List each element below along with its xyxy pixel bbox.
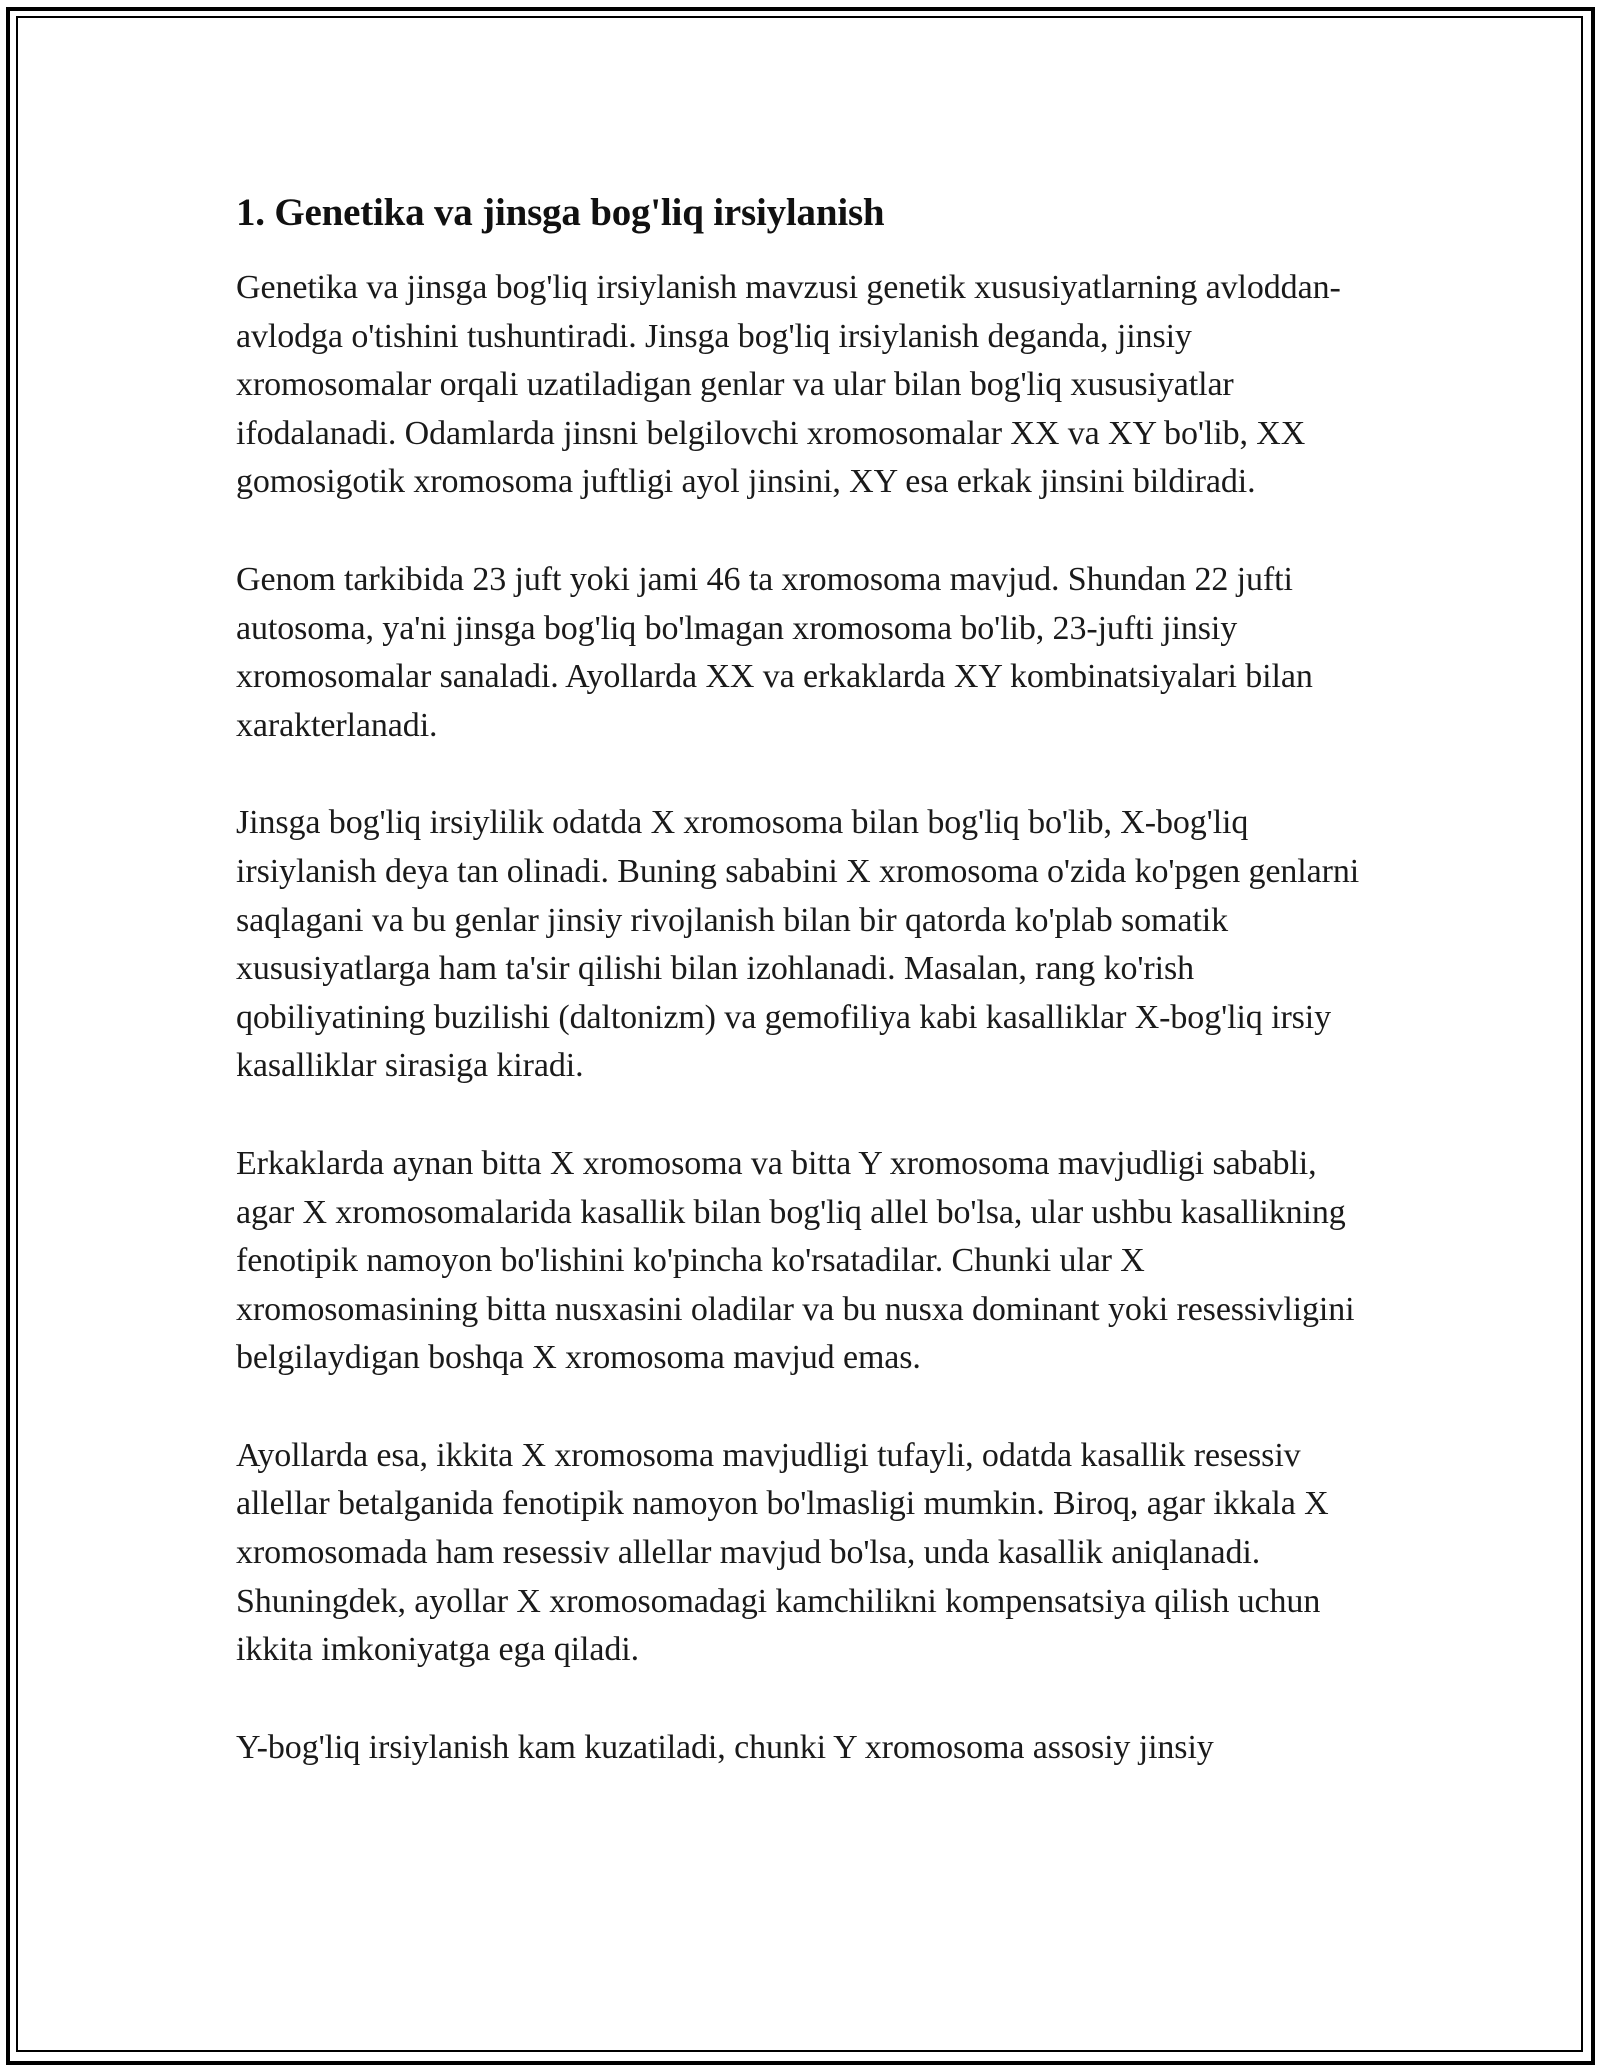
document-body	[236, 186, 1366, 1821]
section-heading: 1. Genetika va jinsga bog'liq irsiylanish	[236, 191, 885, 234]
paragraph-females: Ayollarda esa, ikkita X xromosoma mavjudligi tufayli, odatda kasallik resessiv allellar betalganida fenotipik namoyon bo'lmasligi mumkin. Biroq, agar ikkala X xromosomada ham resessiv allellar mavjud bo'lsa, unda kasallik aniqlanadi. Shuningdek, ayollar X xromosomadagi kamchilikni kompensatsiya qilish uchun ikkita imkoniyatga ega qiladi.	[236, 1436, 1329, 1669]
paragraph-y-linked: Y-bog'liq irsiylanish kam kuzatiladi, chunki Y xromosoma assosiy jinsiy	[236, 1728, 1214, 1766]
paragraph-x-linked-inheritance: Jinsga bog'liq irsiylilik odatda X xromosoma bilan bog'liq bo'lib, X-bog'liq irsiylanish deya tan olinadi. Buning sababini X xromosoma o'zida ko'pgen genlarni saqlagani va bu genlar jinsiy rivojlanish bilan bir qatorda ko'plab somatik xususiyatlarga ham ta'sir qilishi bilan izohlanadi. Masalan, rang ko'rish qobiliyatining buzilishi (daltonizm) va gemofiliya kabi kasalliklar X-bog'liq irsiy kasalliklar sirasiga kiradi.	[236, 804, 1360, 1085]
paragraph-sex-linked-intro: Genetika va jinsga bog'liq irsiylanish mavzusi genetik xususiyatlarning avloddan-avlodga o'tishini tushuntiradi. Jinsga bog'liq irsiylanish deganda, jinsiy xromosomalar orqali uzatiladigan genlar va ular bilan bog'liq xususiyatlar ifodalanadi. Odamlarda jinsni belgilovchi xromosomalar XX va XY bo'lib, XX gomosigotik xromosoma juftligi ayol jinsini, XY esa erkak jinsini bildiradi.	[236, 269, 1341, 501]
paragraph-males: Erkaklarda aynan bitta X xromosoma va bitta Y xromosoma mavjudligi sababli, agar X xromosomalarida kasallik bilan bog'liq allel bo'lsa, ular ushbu kasallikning fenotipik namoyon bo'lishini ko'pincha ko'rsatadilar. Chunki ular X xromosomasining bitta nusxasini oladilar va bu nusxa dominant yoki resessivligini belgilaydigan boshqa X xromosoma mavjud emas.	[236, 1144, 1355, 1377]
paragraph-genome-chromosomes: Genom tarkibida 23 juft yoki jami 46 ta xromosoma mavjud. Shundan 22 jufti autosoma, ya'ni jinsga bog'liq bo'lmagan xromosoma bo'lib, 23-jufti jinsiy xromosomalar sanaladi. Ayollarda XX va erkaklarda XY kombinatsiyalari bilan xarakterlanadi.	[236, 560, 1313, 744]
